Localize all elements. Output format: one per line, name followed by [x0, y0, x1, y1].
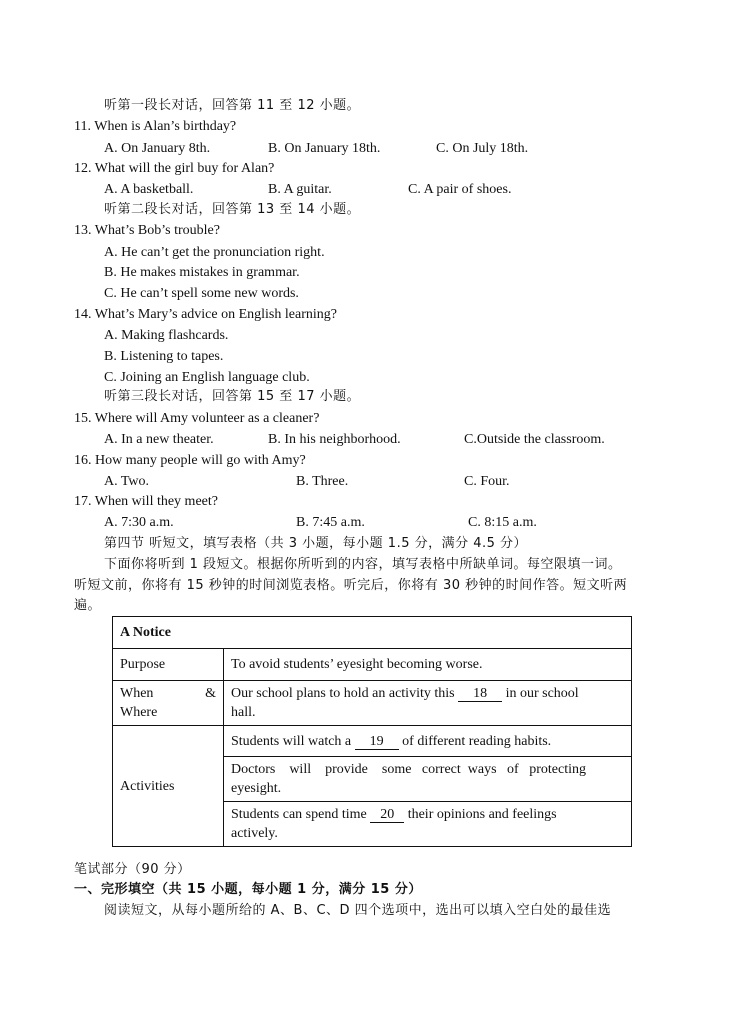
q11-stem: 11. When is Alan’s birthday?: [74, 119, 237, 134]
activity-3-end: their opinions and feelings: [407, 807, 557, 822]
q16-option-b: B. Three.: [296, 474, 349, 489]
activity-1: [224, 726, 632, 757]
q17-option-a: A. 7:30 a.m.: [104, 515, 174, 530]
q12-option-b: B. A guitar.: [268, 182, 332, 197]
ampersand-label: &: [205, 686, 216, 701]
activity-3: [224, 802, 632, 847]
q15-option-c: C.Outside the classroom.: [464, 432, 605, 447]
q15-option-a: A. In a new theater.: [104, 432, 214, 447]
q13-option-a: A. He can’t get the pronunciation right.: [104, 245, 325, 260]
activities-label: Activities: [113, 726, 224, 847]
section4-heading: 第四节 听短文，填写表格（共 3 小题，每小题 1.5 分，满分 4.5 分）: [104, 536, 528, 551]
q11-option-c: C. On July 18th.: [436, 141, 529, 156]
q13-option-b: B. He makes mistakes in grammar.: [104, 265, 300, 280]
q13-stem: 13. What’s Bob’s trouble?: [74, 223, 220, 238]
cloze-heading: 一、完形填空（共 15 小题，每小题 1 分，满分 15 分）: [74, 882, 422, 897]
when-label: When: [120, 686, 154, 701]
activity-2-line2: eyesight.: [231, 781, 282, 796]
section4-instruction-2: 听短文前，你将有 15 秒钟的时间浏览表格。听完后，你将有 30 秒钟的时间作答。短文听两: [74, 578, 628, 593]
activity-3-line2: actively.: [231, 826, 278, 841]
when-where-label: [113, 681, 224, 726]
q13-option-c: C. He can’t spell some new words.: [104, 286, 299, 301]
activity-1-end: of different reading habits.: [402, 733, 552, 749]
q11-option-a: A. On January 8th.: [104, 141, 211, 156]
q15-option-b: B. In his neighborhood.: [268, 432, 401, 447]
activity-2: [224, 757, 632, 802]
q14-stem: 14. What’s Mary’s advice on English learning?: [74, 307, 337, 322]
q14-option-a: A. Making flashcards.: [104, 328, 229, 343]
purpose-label: Purpose: [113, 649, 224, 681]
where-label: Where: [120, 705, 158, 720]
q11-option-b: B. On January 18th.: [268, 141, 381, 156]
section4-instruction-3: 遍。: [74, 598, 102, 613]
q17-stem: 17. When will they meet?: [74, 494, 218, 509]
notice-table: [112, 616, 632, 847]
dialogue1-intro: 听第一段长对话，回答第 11 至 12 小题。: [104, 98, 361, 113]
dialogue3-intro: 听第三段长对话，回答第 15 至 17 小题。: [104, 389, 361, 404]
q16-option-c: C. Four.: [464, 474, 510, 489]
when-where-text: [224, 681, 632, 726]
q17-option-b: B. 7:45 a.m.: [296, 515, 365, 530]
q14-option-c: C. Joining an English language club.: [104, 370, 310, 385]
activity-3-start: Students can spend time: [231, 807, 367, 822]
when-text-hall: hall.: [231, 705, 256, 720]
section4-instruction-1: 下面你将听到 1 段短文。根据你所听到的内容，填写表格中所缺单词。每空限填一词。: [104, 557, 622, 572]
q14-option-b: B. Listening to tapes.: [104, 349, 224, 364]
activity-1-start: Students will watch a: [231, 733, 352, 749]
q16-stem: 16. How many people will go with Amy?: [74, 453, 306, 468]
notice-title: A Notice: [113, 617, 632, 649]
q12-option-a: A. A basketball.: [104, 182, 194, 197]
activity-2-line1: Doctors will provide some correct ways of protecting: [231, 762, 586, 777]
dialogue2-intro: 听第二段长对话，回答第 13 至 14 小题。: [104, 202, 361, 217]
q15-stem: 15. Where will Amy volunteer as a cleaner?: [74, 411, 320, 426]
cloze-instruction: 阅读短文，从每小题所给的 A、B、C、D 四个选项中，选出可以填入空白处的最佳选: [104, 903, 612, 918]
blank-20[interactable]: 20: [370, 807, 404, 823]
q17-option-c: C. 8:15 a.m.: [468, 515, 537, 530]
q16-option-a: A. Two.: [104, 474, 150, 489]
blank-19[interactable]: 19: [355, 734, 399, 750]
when-text-start: Our school plans to hold an activity this: [231, 686, 455, 701]
q12-option-c: C. A pair of shoes.: [408, 182, 512, 197]
purpose-text: To avoid students’ eyesight becoming worse.: [224, 649, 632, 681]
when-text-end: in our school: [505, 686, 579, 701]
written-heading: 笔试部分（90 分）: [74, 862, 191, 877]
q12-stem: 12. What will the girl buy for Alan?: [74, 161, 275, 176]
blank-18[interactable]: 18: [458, 686, 502, 702]
